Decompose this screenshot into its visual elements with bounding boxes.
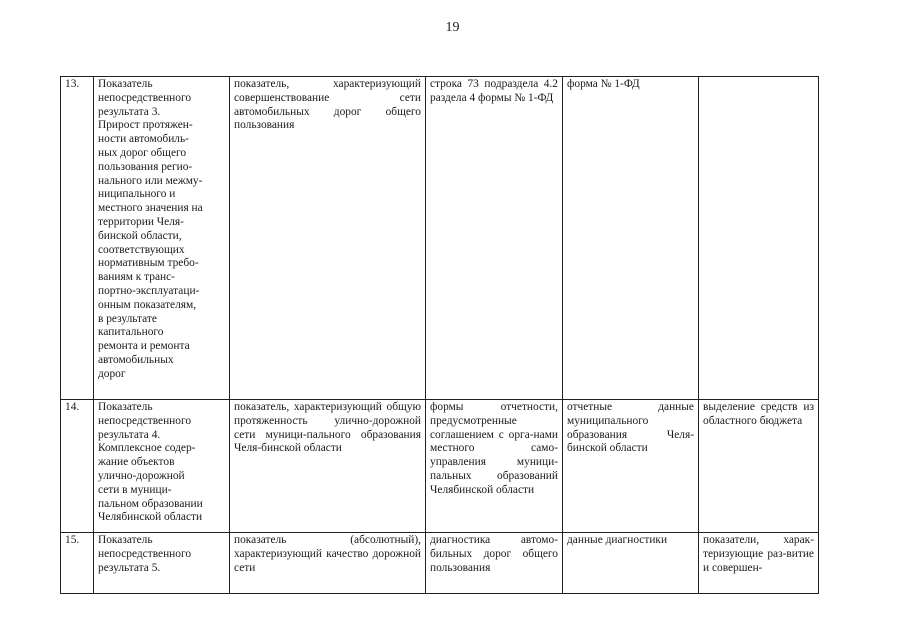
note-cell (699, 400, 819, 533)
description-cell (230, 77, 426, 400)
data-text: отчетные данные муниципального образования Челя-бинской области (567, 401, 694, 455)
indicator-name-cell (94, 77, 230, 400)
data-text: форма № 1-ФД (567, 78, 640, 90)
data-cell (563, 400, 699, 533)
note-text: выделение средств из областного бюджета (703, 401, 814, 427)
source-text: диагностика автомо-бильных дорог общего пользования (430, 534, 558, 574)
row-number-cell: 14. (61, 400, 94, 533)
description-text: показатель, характеризующий совершенствование сети автомобильных дорог общего пользования (234, 78, 421, 132)
description-cell (230, 400, 426, 533)
table-row (61, 400, 819, 533)
description-text: показатель (абсолютный), характеризующий качество дорожной сети (234, 534, 421, 574)
data-cell (563, 77, 699, 400)
source-cell (426, 400, 563, 533)
note-text: показатели, харак-теризующие раз-витие и совершен- (703, 534, 814, 574)
description-text: показатель, характеризующий общую протяженность улично-дорожной сети муници-пального образования Челя-бинской области (234, 401, 421, 455)
indicator-name-cell (94, 400, 230, 533)
data-cell (563, 533, 699, 594)
source-text: строка 73 подраздела 4.2 раздела 4 формы № 1-ФД (430, 78, 558, 104)
indicator-name-cell (94, 533, 230, 594)
page-number: 19 (445, 20, 460, 35)
table-row (61, 533, 819, 594)
note-cell (699, 77, 819, 400)
source-text: формы отчетности, предусмотренные соглашением с орга-нами местного само-управления муници-пальных образований Челябинской области (430, 401, 558, 496)
indicator-name-text: Показатель непосредственного результата 5. (98, 534, 192, 574)
indicator-name-text: Показатель непосредственного результата 3. Прирост протяжен- ности автомобиль- ных дорог общего пользования регио- нального или межму- ниципального и местного значения на территории Челя- бинской области, соответствующих нормативным требо- ваниям к транс- портно-эксплуатаци- онным показателям, в результате капитального ремонта и ремонта автомобильных дорог (98, 78, 203, 380)
note-cell (699, 533, 819, 594)
indicators-table (60, 76, 819, 594)
indicator-name-text: Показатель непосредственного результата 4. Комплексное содер- жание объектов улично-дорожной сети в муници- пальном образовании Челябинской области (98, 401, 203, 524)
data-text: данные диагностики (567, 534, 668, 546)
row-number-cell: 13. (61, 77, 94, 400)
description-cell (230, 533, 426, 594)
table-row (61, 77, 819, 400)
source-cell (426, 77, 563, 400)
row-number-cell: 15. (61, 533, 94, 594)
source-cell (426, 533, 563, 594)
